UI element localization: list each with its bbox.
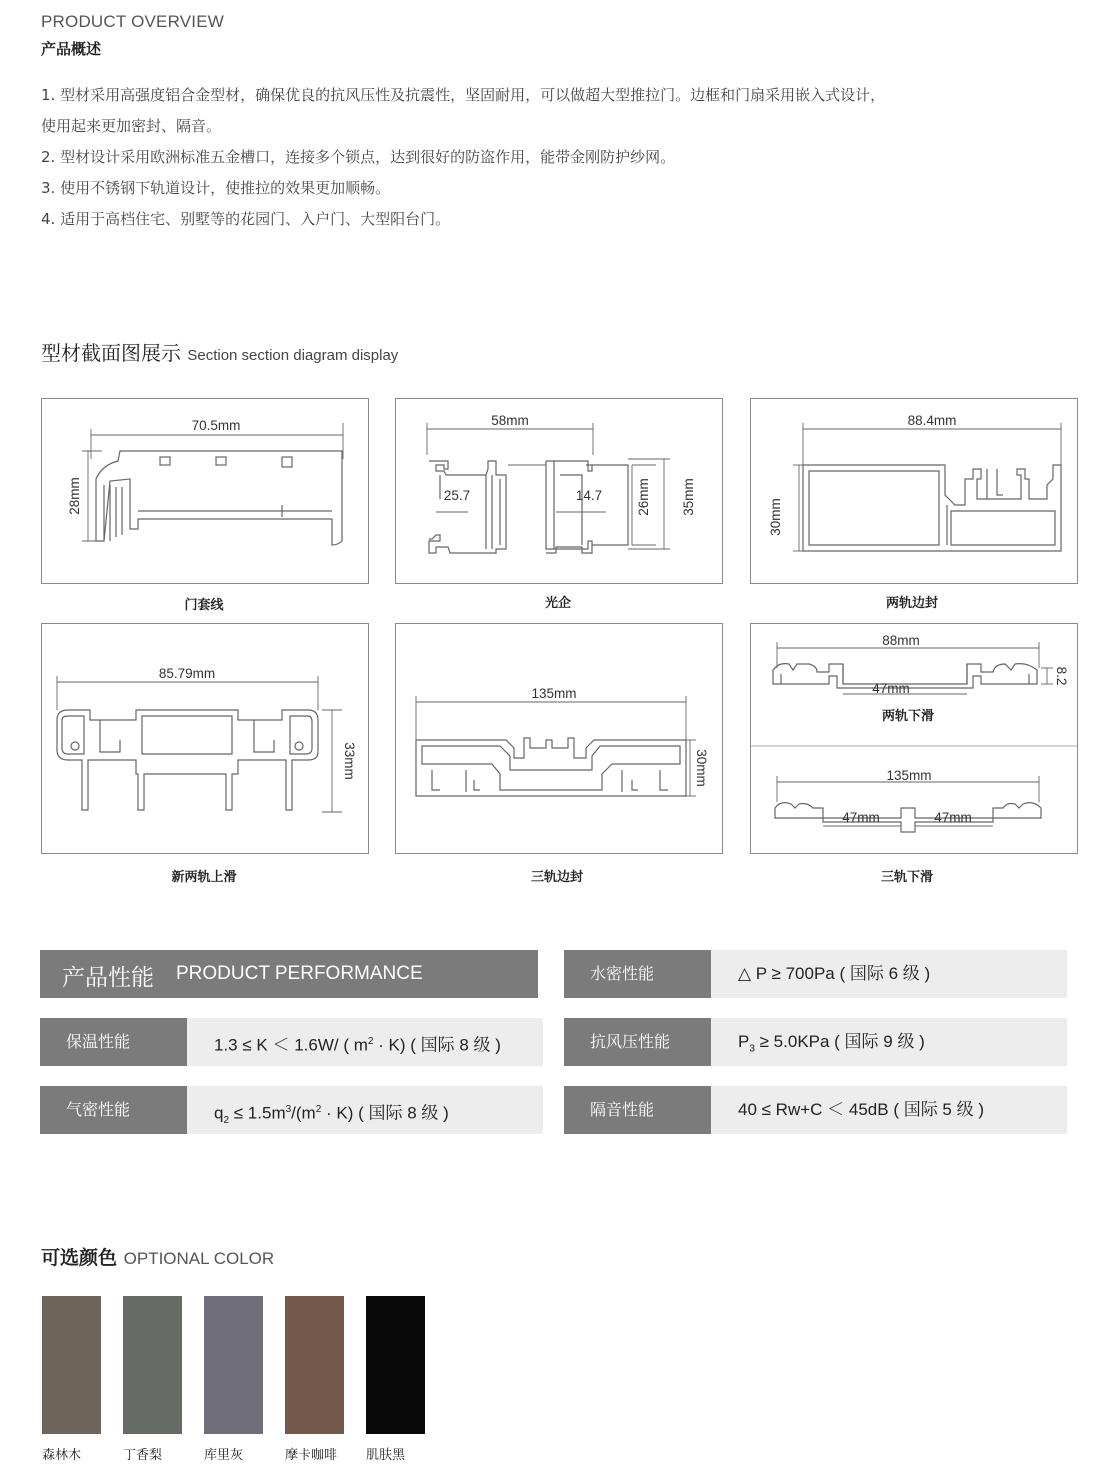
colors-title-en: OPTIONAL COLOR (123, 1249, 275, 1268)
section-title (41, 337, 398, 366)
dim-label: 58mm (491, 413, 529, 428)
performance-row-wind (564, 1018, 1067, 1066)
color-swatch[interactable] (366, 1296, 425, 1434)
overview-line: 2. 型材设计采用欧洲标准五金槽口，连接多个锁点，达到很好的防盗作用，能带金刚防护纱网。 (41, 148, 676, 166)
dim-label: 14.7 (575, 488, 603, 503)
color-swatch[interactable] (204, 1296, 263, 1434)
interlock-drawing (396, 399, 722, 583)
dim-label: 26mm (636, 478, 651, 516)
colors-title-zh: 可选颜色 (41, 1247, 118, 1269)
section-title-zh: 型材截面图展示 (41, 341, 181, 365)
performance-row-air (40, 1086, 543, 1134)
performance-row-sound (564, 1086, 1067, 1134)
diagram-caption: 新两轨上滑 (171, 870, 237, 885)
diagram-caption: 三轨下滑 (880, 870, 933, 885)
color-swatch[interactable] (123, 1296, 182, 1434)
new-two-track-upper-drawing (42, 624, 368, 853)
performance-label: 保温性能 (40, 1018, 187, 1066)
door-casing-drawing (42, 399, 368, 583)
dim-label: 47mm (934, 810, 972, 825)
performance-value: $P_3 \ge 5.0KPa$ ( 国际 9 级 ) (711, 1018, 1067, 1066)
dim-label: 30mm (694, 749, 709, 787)
color-swatch[interactable] (42, 1296, 101, 1434)
performance-title-zh: 产品性能 (62, 965, 154, 991)
color-swatch-name: 肌肤黑 (366, 1448, 406, 1463)
performance-label: 隔音性能 (564, 1086, 711, 1134)
performance-row-insulation (40, 1018, 543, 1066)
diagram-lower-tracks (750, 623, 1078, 854)
diagram-new-two-track-upper (41, 623, 369, 854)
diagram-three-track-side-seal (395, 623, 723, 854)
overview-line: 使用起来更加密封、隔音。 (41, 117, 222, 135)
dim-label: 88.4mm (907, 413, 957, 428)
section-title-en: Section section diagram display (187, 347, 399, 364)
performance-header (40, 950, 538, 998)
diagram-caption: 两轨边封 (885, 596, 938, 611)
two-track-side-seal-drawing (751, 399, 1077, 583)
performance-value: △ P ≥ 700Pa ( 国际 6 级 ) (711, 950, 1067, 998)
dim-label: 135mm (531, 686, 577, 701)
overview-title-en: PRODUCT OVERVIEW (41, 12, 224, 31)
diagram-interlock (395, 398, 723, 584)
performance-value: 40 ≤ Rw+C ＜ 45dB ( 国际 5 级 ) (711, 1086, 1067, 1134)
dim-label: 70.5mm (191, 418, 241, 433)
dim-label: 33mm (342, 742, 357, 780)
overview-line: 4. 适用于高档住宅、别墅等的花园门、入户门、大型阳台门。 (41, 210, 451, 228)
dim-label: 30mm (768, 498, 783, 536)
color-swatch-name: 库里灰 (204, 1448, 244, 1463)
dim-label: 47mm (842, 810, 880, 825)
diagram-caption: 门套线 (184, 598, 224, 613)
dim-label: 28mm (67, 477, 82, 515)
dim-label: 8.2 (1054, 666, 1069, 686)
overview-line: 1. 型材采用高强度铝合金型材，确保优良的抗风压性及抗震性，坚固耐用，可以做超大型推拉门。边框和门扇采用嵌入式设计， (41, 86, 886, 104)
colors-title (41, 1243, 274, 1270)
dim-label: 25.7 (443, 488, 471, 503)
performance-title-en: PRODUCT PERFORMANCE (176, 963, 423, 984)
dim-label: 135mm (886, 768, 932, 783)
dim-label: 47mm (872, 681, 910, 696)
performance-label: 抗风压性能 (564, 1018, 711, 1066)
performance-value: 1.3 ≤ K ＜ 1.6W/ ( $m^2 \cdot K$) ( 国际 8 级 ) (187, 1018, 543, 1066)
lower-tracks-drawing (751, 624, 1077, 853)
diagram-caption: 光企 (544, 596, 571, 611)
color-swatch-name: 丁香梨 (123, 1448, 163, 1463)
dim-label: 35mm (681, 478, 696, 516)
dim-label: 88mm (882, 633, 920, 648)
color-swatch-name: 摩卡咖啡 (285, 1448, 338, 1463)
diagram-two-track-side-seal (750, 398, 1078, 584)
diagram-caption: 两轨下滑 (881, 709, 935, 724)
performance-value: $q_2 \le 1.5m^3/(m^2 \cdot K)$ ( 国际 8 级 ) (187, 1086, 543, 1134)
performance-label: 水密性能 (564, 950, 711, 998)
color-swatch[interactable] (285, 1296, 344, 1434)
diagram-door-casing (41, 398, 369, 584)
overview-title-zh: 产品概述 (41, 40, 102, 58)
three-track-side-seal-drawing (396, 624, 722, 853)
performance-label: 气密性能 (40, 1086, 187, 1134)
diagram-caption: 三轨边封 (530, 870, 583, 885)
overview-line: 3. 使用不锈钢下轨道设计，使推拉的效果更加顺畅。 (41, 179, 391, 197)
color-swatch-name: 森林木 (42, 1448, 82, 1463)
dim-label: 85.79mm (158, 666, 216, 681)
performance-row-water (564, 950, 1067, 998)
